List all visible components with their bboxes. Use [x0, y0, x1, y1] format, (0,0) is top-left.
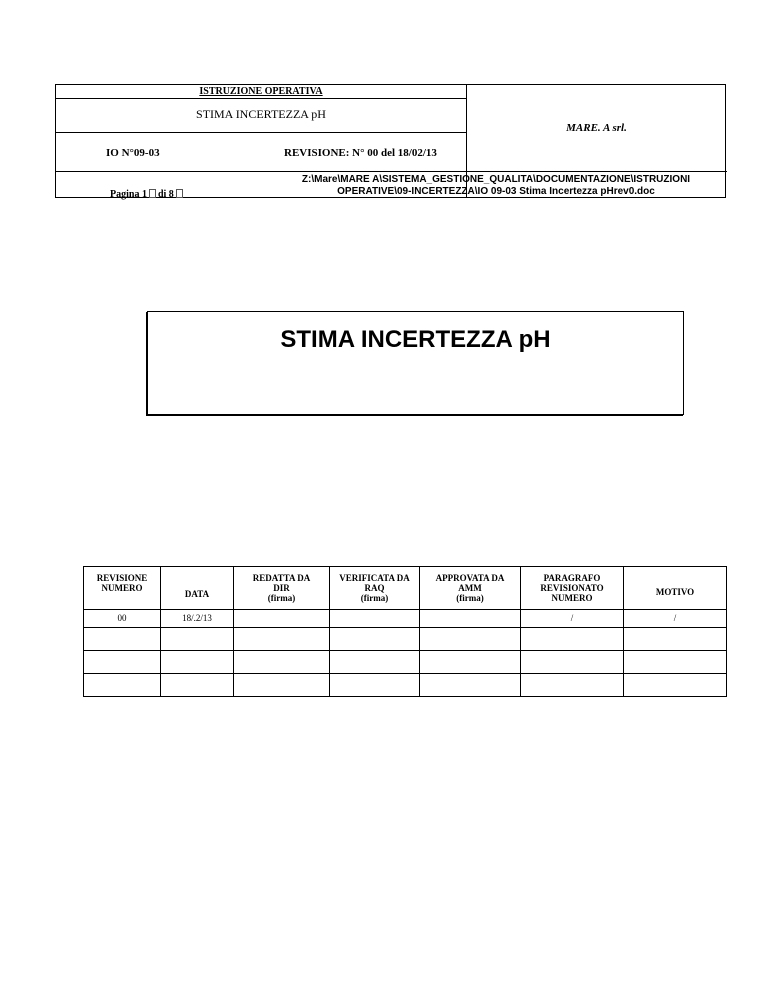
page-of-label: di 8 — [157, 189, 174, 200]
table-cell — [234, 610, 330, 628]
table-cell — [330, 628, 420, 651]
table-cell — [84, 651, 161, 674]
file-path-line-1: Z:\Mare\MARE A\SISTEMA_GESTIONE_QUALITA\DOCUMENTAZIONE\ISTRUZIONI — [301, 174, 691, 185]
table-cell — [234, 651, 330, 674]
field-placeholder-icon — [149, 189, 156, 198]
table-cell: 18/.2/13 — [161, 610, 234, 628]
table-cell — [161, 674, 234, 697]
table-cell — [234, 674, 330, 697]
col-header-redatta: REDATTA DA DIR (firma) — [234, 567, 330, 610]
header-divider — [56, 98, 466, 99]
table-cell — [624, 628, 727, 651]
table-cell — [84, 674, 161, 697]
table-cell — [330, 674, 420, 697]
table-cell — [624, 651, 727, 674]
table-cell — [161, 651, 234, 674]
title-box — [147, 311, 684, 415]
table-cell: / — [521, 610, 624, 628]
col-header-motivo: MOTIVO — [624, 567, 727, 610]
table-cell: 00 — [84, 610, 161, 628]
table-cell — [420, 610, 521, 628]
table-cell — [420, 628, 521, 651]
table-row — [84, 628, 727, 651]
company-name: MARE. A srl. — [566, 122, 627, 134]
header-divider — [56, 171, 727, 172]
table-row — [84, 651, 727, 674]
page-indicator — [110, 189, 185, 200]
table-header-row — [84, 567, 727, 610]
header-divider — [56, 132, 466, 133]
revision-table — [83, 566, 727, 697]
table-cell — [420, 651, 521, 674]
col-header-approvata: APPROVATA DA AMM (firma) — [420, 567, 521, 610]
table-cell — [330, 651, 420, 674]
file-path — [266, 174, 726, 198]
table-cell — [624, 674, 727, 697]
col-header-data: DATA — [161, 567, 234, 610]
header-title: STIMA INCERTEZZA pH — [196, 107, 326, 121]
file-path-line-2: OPERATIVE\09-INCERTEZZA\IO 09-03 Stima Incertezza pHrev0.doc — [337, 186, 655, 197]
col-header-revisione: REVISIONE NUMERO — [84, 567, 161, 610]
table-cell — [330, 610, 420, 628]
table-row — [84, 610, 727, 628]
table-cell — [521, 628, 624, 651]
revision-info: REVISIONE: N° 00 del 18/02/13 — [284, 147, 437, 159]
doc-type-label: ISTRUZIONE OPERATIVA — [199, 86, 323, 97]
main-title: STIMA INCERTEZZA pH — [280, 326, 551, 353]
page-label: Pagina 1 — [110, 189, 147, 200]
io-number: IO N°09-03 — [106, 147, 160, 159]
table-cell — [521, 674, 624, 697]
col-header-paragrafo: PARAGRAFO REVISIONATO NUMERO — [521, 567, 624, 610]
table-cell — [84, 628, 161, 651]
table-cell: / — [624, 610, 727, 628]
field-placeholder-icon — [176, 189, 183, 198]
col-header-verificata: VERIFICATA DA RAQ (firma) — [330, 567, 420, 610]
table-cell — [420, 674, 521, 697]
table-cell — [161, 628, 234, 651]
table-cell — [521, 651, 624, 674]
table-cell — [234, 628, 330, 651]
document-header — [55, 84, 726, 198]
table-row — [84, 674, 727, 697]
